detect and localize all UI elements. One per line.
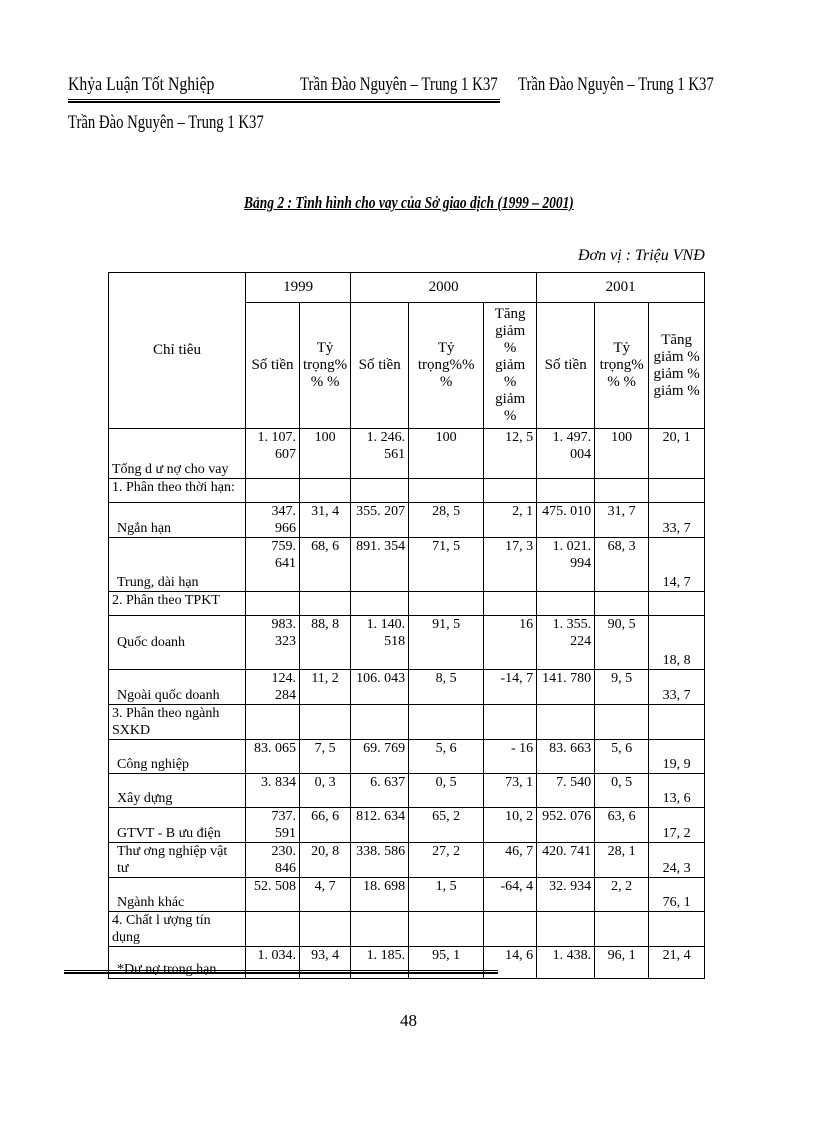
cell: -64, 4 — [484, 878, 537, 912]
cell: 812. 634 — [351, 808, 409, 843]
unit-label: Đơn vị : Triệu VNĐ — [578, 247, 705, 264]
cell: 1. 497. 004 — [537, 429, 595, 479]
cell: 71, 5 — [409, 538, 484, 592]
cell: 20, 8 — [300, 843, 351, 878]
table-row — [109, 479, 705, 503]
table-row — [109, 705, 705, 740]
cell: 0, 5 — [595, 774, 649, 808]
header-share-2000: Tỷ trọng%% % — [409, 303, 484, 429]
header-amount-1999: Số tiền — [246, 303, 300, 429]
cell: 28, 5 — [409, 503, 484, 538]
table-row — [109, 616, 705, 670]
cell: 33, 7 — [649, 503, 705, 538]
table-row — [109, 843, 705, 878]
cell: 11, 2 — [300, 670, 351, 705]
header-share-1999: Tỷ trọng% % % — [300, 303, 351, 429]
table-row — [109, 592, 705, 616]
cell: 31, 4 — [300, 503, 351, 538]
section-label: 2. Phân theo TPKT — [109, 592, 246, 616]
cell: 759. 641 — [246, 538, 300, 592]
cell: 83. 663 — [537, 740, 595, 774]
cell: 16 — [484, 616, 537, 670]
page-number: 48 — [400, 1011, 417, 1030]
row-label: Ngành khác — [109, 878, 246, 912]
cell: 95, 1 — [409, 947, 484, 979]
cell: 19, 9 — [649, 740, 705, 774]
cell: 32. 934 — [537, 878, 595, 912]
cell: 141. 780 — [537, 670, 595, 705]
cell: - 16 — [484, 740, 537, 774]
cell: 420. 741 — [537, 843, 595, 878]
table-row — [109, 429, 705, 479]
cell: 24, 3 — [649, 843, 705, 878]
section-label: 4. Chất l ượng tín dụng — [109, 912, 246, 947]
cell: 5, 6 — [595, 740, 649, 774]
cell: 46, 7 — [484, 843, 537, 878]
row-label: Xây dựng — [109, 774, 246, 808]
cell: 33, 7 — [649, 670, 705, 705]
cell: 347. 966 — [246, 503, 300, 538]
header-year-2000: 2000 — [351, 273, 537, 303]
cell: 66, 6 — [300, 808, 351, 843]
cell: 0, 5 — [409, 774, 484, 808]
cell: 100 — [409, 429, 484, 479]
header-indicator: Chỉ tiêu — [109, 273, 246, 429]
header-amount-2001: Số tiền — [537, 303, 595, 429]
row-label: GTVT - B ưu điện — [109, 808, 246, 843]
cell: 1. 107. 607 — [246, 429, 300, 479]
cell: 8, 5 — [409, 670, 484, 705]
cell: 27, 2 — [409, 843, 484, 878]
row-label: Thư ơng nghiệp vật tư — [109, 843, 246, 878]
cell: 7. 540 — [537, 774, 595, 808]
loan-table — [108, 272, 705, 979]
cell: 69. 769 — [351, 740, 409, 774]
table-row — [109, 912, 705, 947]
cell: -14, 7 — [484, 670, 537, 705]
table-row — [109, 878, 705, 912]
cell: 4, 7 — [300, 878, 351, 912]
row-label: Tổng d ư nợ cho vay — [109, 429, 246, 479]
cell: 1. 438. — [537, 947, 595, 979]
row-label: Ngắn hạn — [109, 503, 246, 538]
row-label: Ngoài quốc doanh — [109, 670, 246, 705]
footer-rule — [64, 970, 498, 971]
table-row — [109, 538, 705, 592]
cell: 100 — [300, 429, 351, 479]
cell: 952. 076 — [537, 808, 595, 843]
cell: 1, 5 — [409, 878, 484, 912]
cell: 68, 6 — [300, 538, 351, 592]
cell: 124. 284 — [246, 670, 300, 705]
cell: 338. 586 — [351, 843, 409, 878]
cell: 737. 591 — [246, 808, 300, 843]
cell: 96, 1 — [595, 947, 649, 979]
cell: 100 — [595, 429, 649, 479]
table-row — [109, 503, 705, 538]
cell: 2, 2 — [595, 878, 649, 912]
row-label: Quốc doanh — [109, 616, 246, 670]
cell: 31, 7 — [595, 503, 649, 538]
header-change-2001: Tăng giảm % giảm % giảm % — [649, 303, 705, 429]
cell: 88, 8 — [300, 616, 351, 670]
cell: 1. 034. — [246, 947, 300, 979]
table-row — [109, 774, 705, 808]
header-left: Khỷa Luận Tốt Nghiệp — [68, 74, 215, 95]
cell: 18. 698 — [351, 878, 409, 912]
cell: 0, 3 — [300, 774, 351, 808]
cell: 73, 1 — [484, 774, 537, 808]
header-author: Trần Đào Nguyên – Trung 1 K37 — [300, 74, 498, 95]
table-title: Bảng 2 : Tình hình cho vay của Sở giao dịch (1999 – 2001) — [244, 193, 574, 212]
cell: 13, 6 — [649, 774, 705, 808]
header-rule — [68, 99, 500, 100]
cell: 6. 637 — [351, 774, 409, 808]
cell: 83. 065 — [246, 740, 300, 774]
header-share-2001: Tỷ trọng% % % — [595, 303, 649, 429]
cell: 14, 7 — [649, 538, 705, 592]
row-label: Trung, dài hạn — [109, 538, 246, 592]
section-label: 1. Phân theo thời hạn: — [109, 479, 246, 503]
cell: 1. 021. 994 — [537, 538, 595, 592]
footer-rule-bold — [64, 972, 498, 974]
cell: 91, 5 — [409, 616, 484, 670]
cell: 12, 5 — [484, 429, 537, 479]
cell: 3. 834 — [246, 774, 300, 808]
table-row — [109, 670, 705, 705]
cell: 10, 2 — [484, 808, 537, 843]
header-amount-2000: Số tiền — [351, 303, 409, 429]
cell: 65, 2 — [409, 808, 484, 843]
header-rule-bold — [68, 101, 500, 103]
section-label: 3. Phân theo ngành SXKD — [109, 705, 246, 740]
cell: 891. 354 — [351, 538, 409, 592]
cell: 17, 3 — [484, 538, 537, 592]
cell: 1. 246. 561 — [351, 429, 409, 479]
cell: 20, 1 — [649, 429, 705, 479]
cell: 106. 043 — [351, 670, 409, 705]
cell: 14, 6 — [484, 947, 537, 979]
table-row — [109, 740, 705, 774]
table-row — [109, 808, 705, 843]
cell: 9, 5 — [595, 670, 649, 705]
cell: 983. 323 — [246, 616, 300, 670]
header-author-repeat: Trần Đào Nguyên – Trung 1 K37 — [518, 74, 714, 95]
cell: 7, 5 — [300, 740, 351, 774]
cell: 76, 1 — [649, 878, 705, 912]
cell: 68, 3 — [595, 538, 649, 592]
header-year-1999: 1999 — [246, 273, 351, 303]
cell: 475. 010 — [537, 503, 595, 538]
cell: 90, 5 — [595, 616, 649, 670]
cell: 1. 140. 518 — [351, 616, 409, 670]
cell: 93, 4 — [300, 947, 351, 979]
cell: 230. 846 — [246, 843, 300, 878]
header-year-2001: 2001 — [537, 273, 705, 303]
cell: 1. 355. 224 — [537, 616, 595, 670]
cell: 28, 1 — [595, 843, 649, 878]
cell: 21, 4 — [649, 947, 705, 979]
cell: 5, 6 — [409, 740, 484, 774]
cell: 17, 2 — [649, 808, 705, 843]
row-label: Công nghiệp — [109, 740, 246, 774]
cell: 52. 508 — [246, 878, 300, 912]
cell: 355. 207 — [351, 503, 409, 538]
cell: 2, 1 — [484, 503, 537, 538]
header-author-second-line: Trần Đào Nguyên – Trung 1 K37 — [68, 112, 264, 133]
cell: 1. 185. — [351, 947, 409, 979]
header-change-2000: Tăng giảm % giảm % giảm % — [484, 303, 537, 429]
cell: 63, 6 — [595, 808, 649, 843]
cell: 18, 8 — [649, 616, 705, 670]
